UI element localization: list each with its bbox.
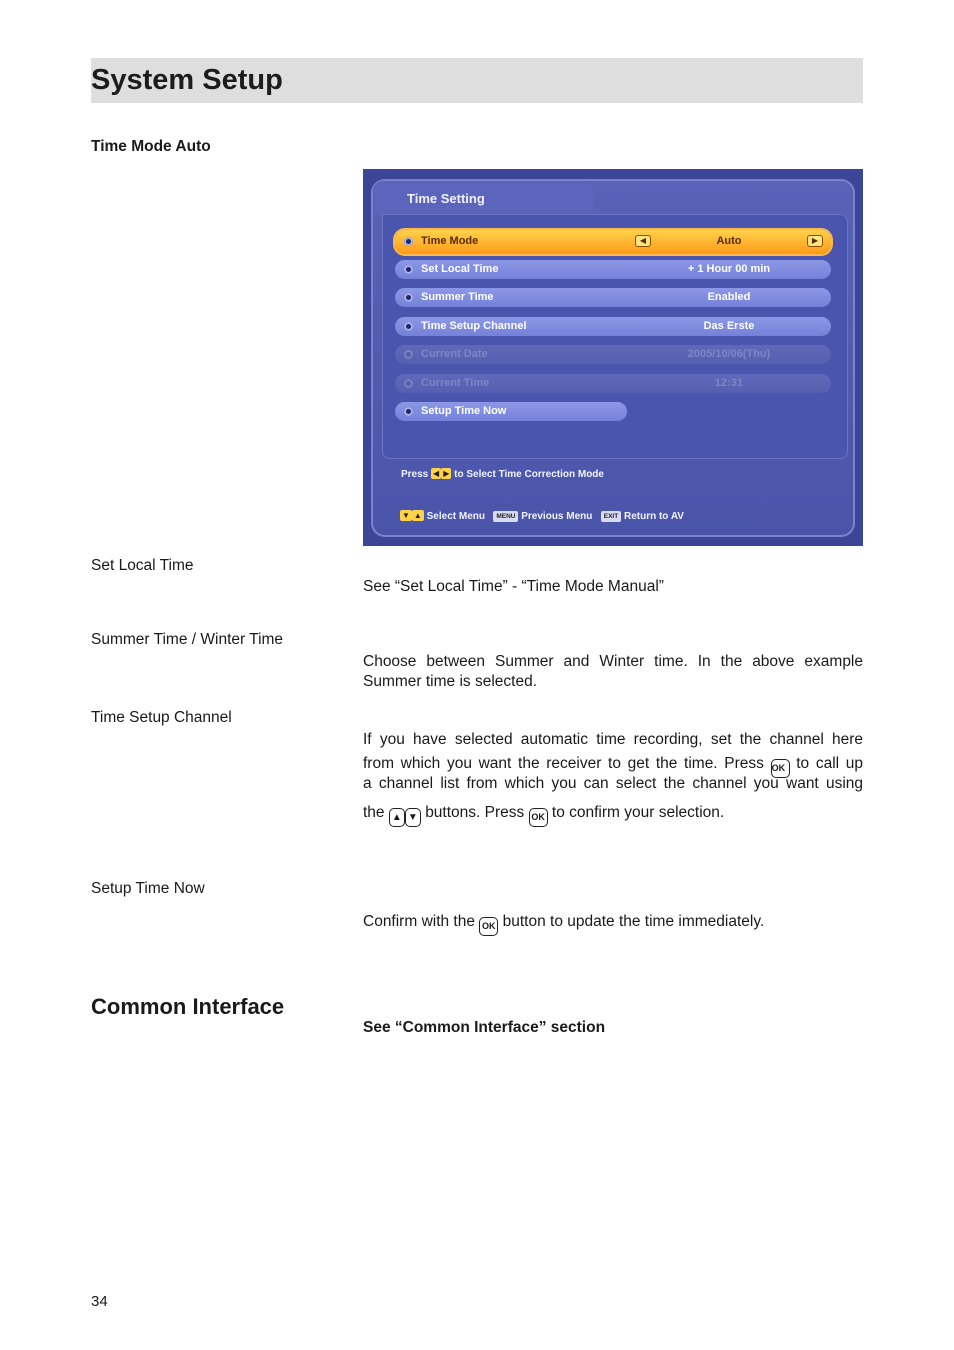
down-key-icon: ▼ [405,808,421,827]
left-key-icon: ◀ [433,469,440,478]
channel-line-4b: buttons. Press [425,804,525,821]
channel-line-4a: the [363,804,385,821]
row-label: Current Time [421,377,490,389]
subtitle: Time Mode Auto [91,138,211,155]
ok-key-icon: OK [771,759,790,778]
screen-tab-title: Time Setting [407,191,485,206]
ok-key-icon: OK [529,808,548,827]
row-value: 2005/10/06(Thu) [687,348,771,360]
menu-row-time-mode[interactable] [395,230,831,254]
row-value: 12:31 [714,377,744,389]
up-key-icon: ▲ [389,808,405,827]
bullet-icon [404,407,413,416]
menu-key-icon: MENU [493,511,518,522]
menu-row-summer-time[interactable] [395,288,831,307]
summer-line-1: Choose between Summer and Winter time. In the above example [363,653,863,670]
label-summer-time: Summer Time / Winter Time [91,631,284,648]
bullet-icon [404,265,413,274]
text-time-setup-channel [363,730,863,827]
summer-line-2: Summer time is selected. [363,673,537,690]
title-bar [91,58,863,103]
label-set-local-time: Set Local Time [91,557,194,574]
footer-return-to-av: Return to AV [623,511,684,522]
time-setting-screen [363,169,863,546]
text-common-interface: See “Common Interface” section [363,1019,606,1036]
hint-press: Press [401,469,429,480]
row-label: Time Mode [421,235,479,247]
label-setup-time-now: Setup Time Now [91,880,205,897]
hint-line [401,468,604,480]
row-value: + 1 Hour 00 min [687,263,771,275]
row-value: Enabled [707,291,751,303]
text-setup-time-now [363,912,764,936]
text-set-local-time: See “Set Local Time” - “Time Mode Manual” [363,578,664,595]
menu-row-current-date [395,345,831,364]
page-title: System Setup [91,64,283,96]
hint-text: to Select Time Correction Mode [454,469,604,480]
footer-previous-menu: Previous Menu [521,511,593,522]
page-number: 34 [91,1293,108,1310]
row-value: Auto [716,235,742,247]
heading-common-interface: Common Interface [91,994,285,1019]
ok-key-icon: OK [479,917,498,936]
bullet-icon [404,237,413,246]
channel-line-2b: to call up [796,755,864,772]
down-key-icon: ▼ [402,511,410,520]
row-label: Time Setup Channel [421,320,527,332]
setup-now-text-a: Confirm with the [363,913,475,930]
up-key-icon: ▲ [413,511,422,520]
bullet-icon [404,350,413,359]
channel-line-1: If you have selected automatic time recording, set the channel here [363,731,863,748]
text-summer-time [363,652,863,692]
footer-bar [400,510,684,522]
bullet-icon [404,322,413,331]
menu-row-current-time [395,374,831,393]
channel-line-4 [363,803,863,827]
right-key-icon: ▶ [443,469,450,478]
setup-now-text-b: button to update the time immediately. [502,913,765,930]
bullet-icon [404,379,413,388]
menu-row-set-local-time[interactable] [395,260,831,279]
screen-tab [373,181,593,215]
row-value: Das Erste [703,320,755,332]
footer-select-menu: Select Menu [426,511,485,522]
channel-line-2 [363,754,863,774]
label-time-setup-channel: Time Setup Channel [91,709,232,726]
menu-row-time-setup-channel[interactable] [395,317,831,336]
bullet-icon [404,293,413,302]
row-label: Current Date [421,348,488,360]
row-label: Setup Time Now [421,405,507,417]
arrow-left-icon: ◀ [635,235,651,247]
arrow-right-icon: ▶ [807,235,823,247]
channel-line-3: a channel list from which you can select the channel you want using [363,775,863,792]
channel-line-4c: to confirm your selection. [551,804,725,821]
row-label: Set Local Time [421,263,499,275]
exit-key-icon: EXIT [601,511,621,522]
menu-row-setup-time-now[interactable] [395,402,627,421]
row-label: Summer Time [421,291,494,303]
channel-line-2a: from which you want the receiver to get the time. Press [363,755,764,772]
